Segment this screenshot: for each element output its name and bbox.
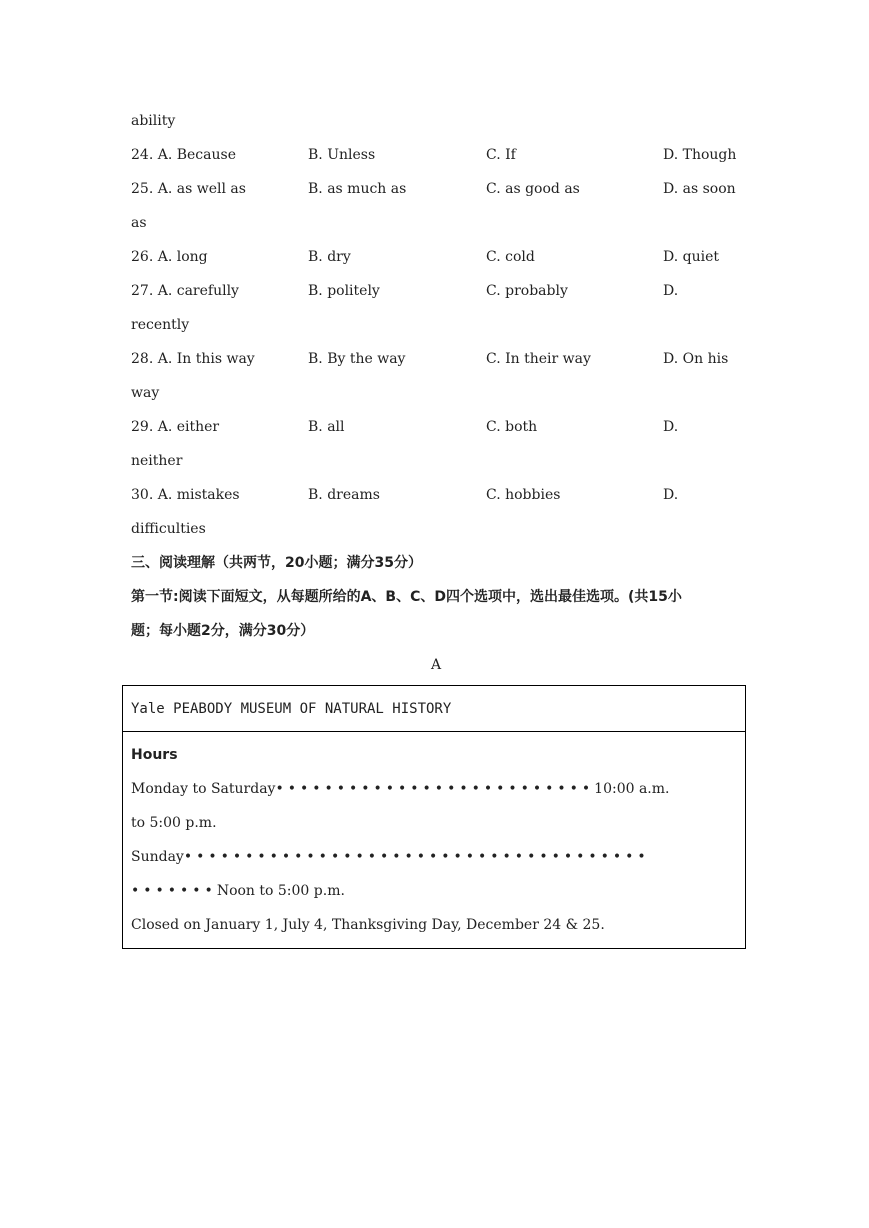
weekday-dots: ••••••••••••••••••••••••••	[275, 781, 595, 797]
weekday-label: Monday to Saturday	[131, 781, 276, 797]
option-d: D.	[663, 487, 679, 503]
section3-instructions-line1: 第一节:阅读下面短文，从每题所给的A、B、C、D四个选项中，选出最佳选项。(共15小	[131, 589, 682, 605]
question-wrap-line: way	[131, 385, 160, 401]
passage-label: A	[430, 657, 442, 673]
question-list	[131, 138, 741, 546]
option-b: B. Unless	[308, 147, 376, 163]
option-a: 25. A. as well as	[131, 181, 246, 197]
question-wrap-line: as	[131, 215, 147, 231]
question-row	[131, 342, 741, 376]
question-wrap-line: neither	[131, 453, 183, 469]
hours-heading: Hours	[131, 747, 178, 763]
option-b: B. all	[308, 419, 345, 435]
weekday-hours-line2: to 5:00 p.m.	[131, 815, 217, 831]
question-row	[131, 172, 741, 206]
option-a: 30. A. mistakes	[131, 487, 240, 503]
option-d: D. quiet	[663, 249, 719, 265]
sunday-label: Sunday	[131, 849, 184, 865]
option-c: C. both	[486, 419, 538, 435]
option-c: C. cold	[486, 249, 535, 265]
museum-info-table	[122, 685, 746, 949]
sunday-dots-cont: •••••••	[131, 883, 217, 899]
exam-page	[131, 104, 741, 682]
question-row	[131, 478, 741, 512]
option-b: B. By the way	[308, 351, 406, 367]
section3-instructions-line2: 题；每小题2分，满分30分）	[131, 623, 315, 639]
option-a: 27. A. carefully	[131, 283, 239, 299]
option-c: C. probably	[486, 283, 568, 299]
sunday-dots: ••••••••••••••••••••••••••••••••••••••	[183, 849, 650, 865]
option-b: B. as much as	[308, 181, 407, 197]
question-row	[131, 274, 741, 308]
question-row	[131, 240, 741, 274]
museum-hours-section	[123, 732, 745, 942]
closed-days: Closed on January 1, July 4, Thanksgiving Day, December 24 & 25.	[131, 917, 605, 933]
option-a: 29. A. either	[131, 419, 220, 435]
option-d: D. On his	[663, 351, 729, 367]
option-b: B. politely	[308, 283, 380, 299]
option-a: 24. A. Because	[131, 147, 236, 163]
option-a: 28. A. In this way	[131, 351, 255, 367]
option-c: C. In their way	[486, 351, 591, 367]
option-c: C. as good as	[486, 181, 580, 197]
option-b: B. dry	[308, 249, 351, 265]
option-c: C. If	[486, 147, 516, 163]
sunday-hours-line1	[131, 840, 745, 874]
museum-title: Yale PEABODY MUSEUM OF NATURAL HISTORY	[123, 686, 745, 732]
option-d: D. as soon	[663, 181, 736, 197]
question-wrap-line: recently	[131, 317, 190, 333]
sunday-hours-line2	[131, 874, 745, 908]
section3-title: 三、阅读理解（共两节，20小题；满分35分）	[131, 555, 422, 571]
sunday-time: Noon to 5:00 p.m.	[216, 883, 345, 899]
question-wrap-line: difficulties	[131, 521, 206, 537]
question-23-tail: ability	[131, 113, 176, 129]
weekday-time-start: 10:00 a.m.	[594, 781, 670, 797]
option-c: C. hobbies	[486, 487, 561, 503]
option-d: D. Though	[663, 147, 737, 163]
option-a: 26. A. long	[131, 249, 208, 265]
option-d: D.	[663, 283, 679, 299]
option-b: B. dreams	[308, 487, 380, 503]
question-row	[131, 410, 741, 444]
weekday-hours-line1	[131, 772, 745, 806]
question-row	[131, 138, 741, 172]
option-d: D.	[663, 419, 679, 435]
